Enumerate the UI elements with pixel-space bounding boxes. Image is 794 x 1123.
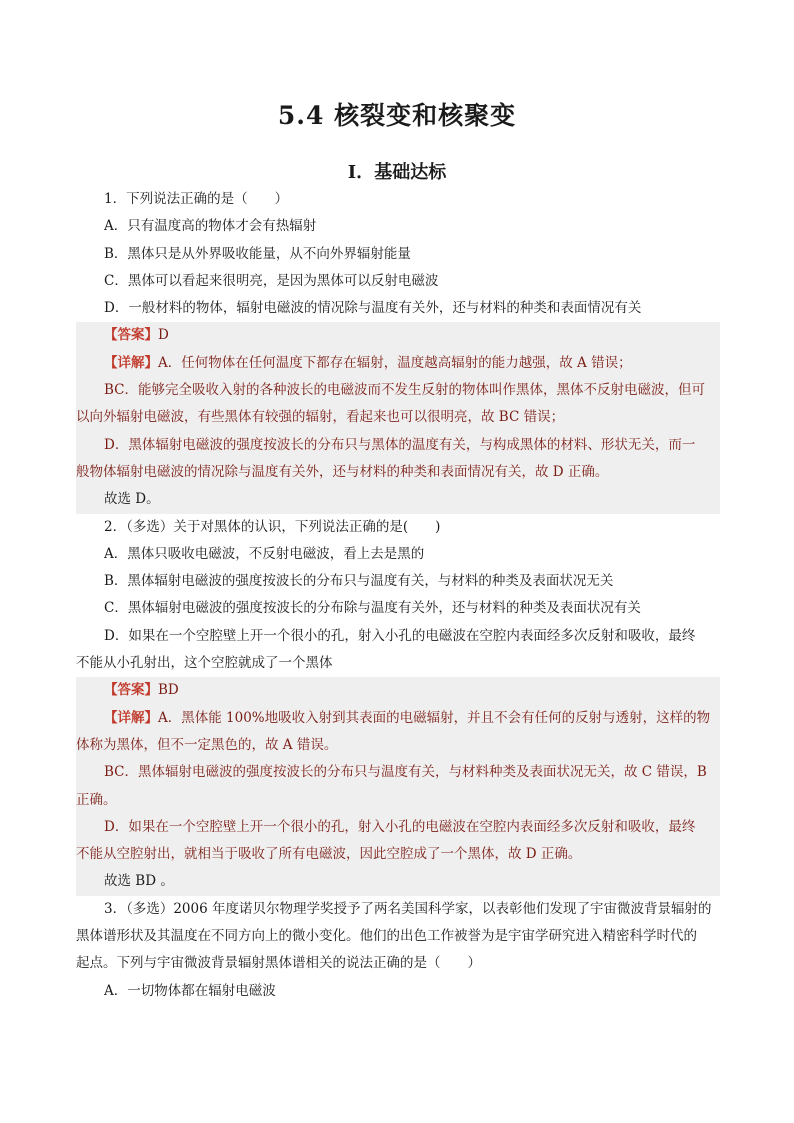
section-heading: Ⅰ．基础达标 [347, 162, 447, 183]
q2-detail-line: 正确。 [76, 791, 117, 808]
q1-answer [76, 322, 720, 349]
q2-answer-block [76, 677, 720, 895]
q1-answer-block [76, 322, 720, 513]
q1-detail-text: A．任何物体在任何温度下都存在辐射，温度越高辐射的能力越强，故 A 错误； [158, 354, 632, 371]
q2-stem: 2．（多选）关于对黑体的认识，下列说法正确的是( ) [104, 518, 441, 535]
q3-stem: 黑体谱形状及其温度在不同方向上的微小变化。他们的出色工作被誉为是宇宙学研究进入精密科学时代的 [76, 928, 697, 945]
page-title: 5.4 核裂变和核聚变 [277, 101, 517, 130]
q2-detail-line [76, 705, 720, 732]
q1-option-a: A．只有温度高的物体才会有热辐射 [104, 218, 317, 235]
q1-stem: 1．下列说法正确的是（ ） [104, 191, 289, 207]
q2-option-c: C．黑体辐射电磁波的强度按波长的分布除与温度有关外，还与材料的种类及表面状况有关 [104, 600, 641, 617]
q1-option-d: D．一般材料的物体，辐射电磁波的情况除与温度有关外，还与材料的种类和表面情况有关 [104, 300, 642, 317]
q1-detail-line: 以向外辐射电磁波，有些黑体有较强的辐射，看起来也可以很明亮，故 BC 错误； [76, 409, 565, 426]
q1-detail-line: D．黑体辐射电磁波的强度按波长的分布只与黑体的温度有关，与构成黑体的材料、形状无关，而一 [104, 436, 696, 453]
q2-option-a: A．黑体只吸收电磁波，不反射电磁波，看上去是黑的 [104, 545, 425, 562]
q2-detail-line: 体称为黑体，但不一定黑色的，故 A 错误。 [76, 736, 338, 753]
q2-option-b: B．黑体辐射电磁波的强度按波长的分布只与温度有关，与材料的种类及表面状况无关 [104, 573, 614, 590]
q2-conclusion: 故选 BD 。 [104, 873, 174, 890]
detail-tag: 【详解】 [104, 354, 158, 371]
q1-option-b: B．黑体只是从外界吸收能量，从不向外界辐射能量 [104, 245, 411, 262]
q2-option-d-cont: 不能从小孔射出，这个空腔就成了一个黑体 [76, 655, 333, 672]
answer-tag: 【答案】 [104, 682, 158, 699]
q2-detail-text: A．黑体能 100%地吸收入射到其表面的电磁辐射，并且不会有任何的反射与透射，这样的物 [158, 709, 711, 726]
q2-answer [76, 677, 720, 704]
q3-stem: 起点。下列与宇宙微波背景辐射黑体谱相关的说法正确的是（ ） [76, 955, 481, 972]
q1-option-c: C．黑体可以看起来很明亮，是因为黑体可以反射电磁波 [104, 272, 439, 289]
q2-answer-value: BD [158, 682, 179, 699]
answer-tag: 【答案】 [104, 327, 158, 344]
q1-conclusion: 故选 D。 [104, 491, 160, 508]
q1-detail-line: 般物体辐射电磁波的情况除与温度有关外，还与材料的种类和表面情况有关，故 D 正确。 [76, 463, 609, 480]
q1-answer-value: D [158, 327, 169, 344]
q2-option-d: D．如果在一个空腔壁上开一个很小的孔，射入小孔的电磁波在空腔内表面经多次反射和吸收，最终 [104, 627, 696, 644]
q3-stem: 3．（多选）2006 年度诺贝尔物理学奖授予了两名美国科学家，以表彰他们发现了宇宙微波背景辐射的 [104, 900, 712, 917]
q1-detail-line: BC．能够完全吸收入射的各种波长的电磁波而不发生反射的物体叫作黑体，黑体不反射电磁波，但可 [104, 382, 705, 399]
q2-detail-line: BC．黑体辐射电磁波的强度按波长的分布只与温度有关，与材料种类及表面状况无关，故 C 错误，B [104, 764, 707, 781]
q2-detail-line: 不能从空腔射出，就相当于吸收了所有电磁波，因此空腔成了一个黑体，故 D 正确。 [76, 846, 582, 863]
q1-detail-line [76, 350, 720, 377]
q2-detail-line: D．如果在一个空腔壁上开一个很小的孔，射入小孔的电磁波在空腔内表面经多次反射和吸收，最终 [104, 818, 696, 835]
q3-option-a: A．一切物体都在辐射电磁波 [104, 982, 276, 999]
detail-tag: 【详解】 [104, 709, 158, 726]
content [76, 186, 720, 1005]
